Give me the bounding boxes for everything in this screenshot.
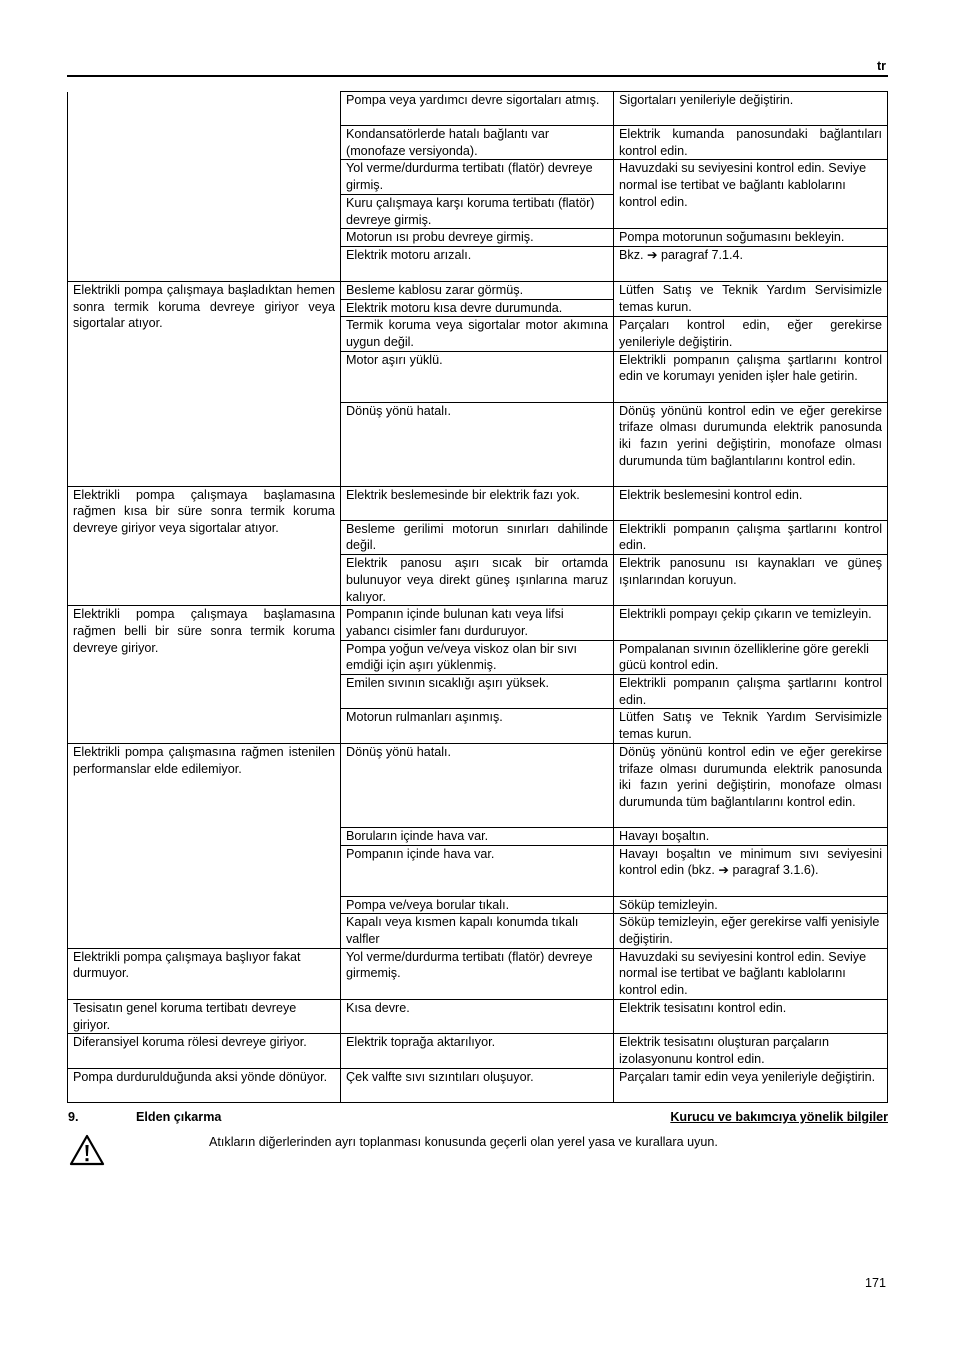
remedy-cell: Sigortaları yenileriyle değiştirin.: [614, 92, 888, 126]
page-number: 171: [864, 1276, 886, 1290]
warning-triangle-icon: [69, 1134, 105, 1166]
problem-cell: Diferansiyel koruma rölesi devreye giriyor.: [68, 1034, 341, 1068]
cause-cell: Besleme gerilimi motorun sınırları dahilinde değil.: [341, 520, 614, 554]
cause-cell: Yol verme/durdurma tertibatı (flatör) devreye girmemiş.: [341, 948, 614, 999]
cause-cell: Motor aşırı yüklü.: [341, 351, 614, 402]
problem-cell: Tesisatın genel koruma tertibatı devreye giriyor.: [68, 999, 341, 1033]
disposal-note: Atıkların diğerlerinden ayrı toplanması konusunda geçerli olan yerel yasa ve kurallara uyun.: [209, 1135, 718, 1149]
table-row: [68, 999, 888, 1033]
remedy-cell: Parçaları tamir edin veya yenileriyle değiştirin.: [614, 1068, 888, 1102]
cause-cell: Dönüş yönü hatalı.: [341, 402, 614, 486]
cause-cell: Elektrik toprağa aktarılıyor.: [341, 1034, 614, 1068]
section-title: Elden çıkarma: [136, 1110, 222, 1124]
table-row: [68, 606, 888, 640]
problem-cell: Pompa durdurulduğunda aksi yönde dönüyor.: [68, 1068, 341, 1102]
remedy-cell: Söküp temizleyin.: [614, 896, 888, 914]
table-row: [68, 92, 888, 126]
table-row: [68, 948, 888, 999]
cause-cell: Motorun ısı probu devreye girmiş.: [341, 229, 614, 247]
remedy-cell: Elektrikli pompanın çalışma şartlarını kontrol edin ve korumayı yeniden işler hale getirin.: [614, 351, 888, 402]
remedy-cell: Bkz. ➔ paragraf 7.1.4.: [614, 246, 888, 281]
cause-cell: Pompa yoğun ve/veya viskoz olan bir sıvı emdiği için aşırı yüklenmiş.: [341, 640, 614, 674]
remedy-cell: Elektrik panosunu ısı kaynakları ve güneş ışınlarından koruyun.: [614, 555, 888, 606]
remedy-cell: Elektrikli pompanın çalışma şartlarını kontrol edin.: [614, 675, 888, 709]
table-row: [68, 281, 888, 299]
remedy-cell: Söküp temizleyin, eğer gerekirse valfi yenisiyle değiştirin.: [614, 914, 888, 948]
cause-cell: Kondansatörlerde hatalı bağlantı var (monofaze versiyonda).: [341, 126, 614, 160]
problem-cell: Elektrikli pompa çalışmaya başlamasına rağmen kısa bir süre sonra termik koruma devreye giriyor veya sigortalar atıyor.: [68, 486, 341, 606]
cause-cell: Kapalı veya kısmen kapalı konumda tıkalı valfler: [341, 914, 614, 948]
header-rule: [67, 75, 888, 77]
remedy-cell: Havuzdaki su seviyesini kontrol edin. Seviye normal ise tertibat ve bağlantı kablolarını kontrol edin.: [614, 948, 888, 999]
cause-cell: Boruların içinde hava var.: [341, 827, 614, 845]
cause-cell: Kuru çalışmaya karşı koruma tertibatı (flatör) devreye girmiş.: [341, 194, 614, 228]
cause-cell: Pompanın içinde hava var.: [341, 845, 614, 896]
section-audience: Kurucu ve bakımcıya yönelik bilgiler: [670, 1110, 888, 1124]
cause-cell: Motorun rulmanları aşınmış.: [341, 709, 614, 743]
cause-cell: Çek valfte sıvı sızıntıları oluşuyor.: [341, 1068, 614, 1102]
section-heading: [68, 1109, 888, 1127]
section-number: 9.: [68, 1110, 79, 1124]
problem-cell: Elektrikli pompa çalışmaya başladıktan hemen sonra termik koruma devreye giriyor veya sigortalar atıyor.: [68, 281, 341, 486]
cause-cell: Elektrik motoru arızalı.: [341, 246, 614, 281]
cause-cell: Elektrik panosu aşırı sıcak bir ortamda bulunuyor veya direkt güneş ışınlarına maruz kalıyor.: [341, 555, 614, 606]
table-row: [68, 1068, 888, 1102]
problem-cell: Elektrikli pompa çalışmaya başlamasına rağmen belli bir süre sonra termik koruma devreye giriyor.: [68, 606, 341, 744]
cause-cell: Emilen sıvının sıcaklığı aşırı yüksek.: [341, 675, 614, 709]
cause-cell: Dönüş yönü hatalı.: [341, 743, 614, 827]
cause-cell: Yol verme/durdurma tertibatı (flatör) devreye girmiş.: [341, 160, 614, 194]
remedy-cell: Elektrik tesisatını oluşturan parçaların izolasyonunu kontrol edin.: [614, 1034, 888, 1068]
remedy-cell: Havayı boşaltın.: [614, 827, 888, 845]
table-row: [68, 743, 888, 827]
remedy-cell: Pompa motorunun soğumasını bekleyin.: [614, 229, 888, 247]
remedy-cell: Elektrikli pompayı çekip çıkarın ve temizleyin.: [614, 606, 888, 640]
cause-cell: Pompa veya yardımcı devre sigortaları atmış.: [341, 92, 614, 126]
table-row: [68, 486, 888, 520]
cause-cell: Elektrik beslemesinde bir elektrik fazı yok.: [341, 486, 614, 520]
cause-cell: Elektrik motoru kısa devre durumunda.: [341, 299, 614, 317]
cause-cell: Kısa devre.: [341, 999, 614, 1033]
cause-cell: Pompa ve/veya borular tıkalı.: [341, 896, 614, 914]
remedy-cell: Lütfen Satış ve Teknik Yardım Servisimizle temas kurun.: [614, 281, 888, 316]
table-row: [68, 1034, 888, 1068]
remedy-cell: Havuzdaki su seviyesini kontrol edin. Seviye normal ise tertibat ve bağlantı kablolarını kontrol edin.: [614, 160, 888, 229]
cause-cell: Pompanın içinde bulunan katı veya lifsi yabancı cisimler fanı durduruyor.: [341, 606, 614, 640]
problem-cell: Elektrikli pompa çalışmasına rağmen istenilen performanslar elde edilemiyor.: [68, 743, 341, 948]
remedy-cell: Dönüş yönünü kontrol edin ve eğer gerekirse trifaze olması durumunda elektrik panosunda iki fazın yerini değiştirin, monofaze olması durumunda tüm bağlantılarını kontrol edin.: [614, 743, 888, 827]
cause-cell: Termik koruma veya sigortalar motor akımına uygun değil.: [341, 317, 614, 351]
remedy-cell: Elektrik tesisatını kontrol edin.: [614, 999, 888, 1033]
cause-cell: Besleme kablosu zarar görmüş.: [341, 281, 614, 299]
remedy-cell: Parçaları kontrol edin, eğer gerekirse yenileriyle değiştirin.: [614, 317, 888, 351]
remedy-cell: Dönüş yönünü kontrol edin ve eğer gerekirse trifaze olması durumunda elektrik panosunda iki fazın yerini değiştirin, monofaze olması durumunda tüm bağlantılarını kontrol edin.: [614, 402, 888, 486]
remedy-cell: Havayı boşaltın ve minimum sıvı seviyesini kontrol edin (bkz. ➔ paragraf 3.1.6).: [614, 845, 888, 896]
problem-cell: Elektrikli pompa çalışmaya başlıyor fakat durmuyor.: [68, 948, 341, 999]
problem-cell: [68, 92, 341, 282]
remedy-cell: Pompalanan sıvının özelliklerine göre gerekli gücü kontrol edin.: [614, 640, 888, 674]
troubleshooting-table: [67, 91, 888, 1103]
remedy-cell: Elektrik kumanda panosundaki bağlantıları kontrol edin.: [614, 126, 888, 160]
language-code: tr: [876, 59, 886, 73]
remedy-cell: Lütfen Satış ve Teknik Yardım Servisimizle temas kurun.: [614, 709, 888, 743]
remedy-cell: Elektrik beslemesini kontrol edin.: [614, 486, 888, 520]
remedy-cell: Elektrikli pompanın çalışma şartlarını kontrol edin.: [614, 520, 888, 554]
